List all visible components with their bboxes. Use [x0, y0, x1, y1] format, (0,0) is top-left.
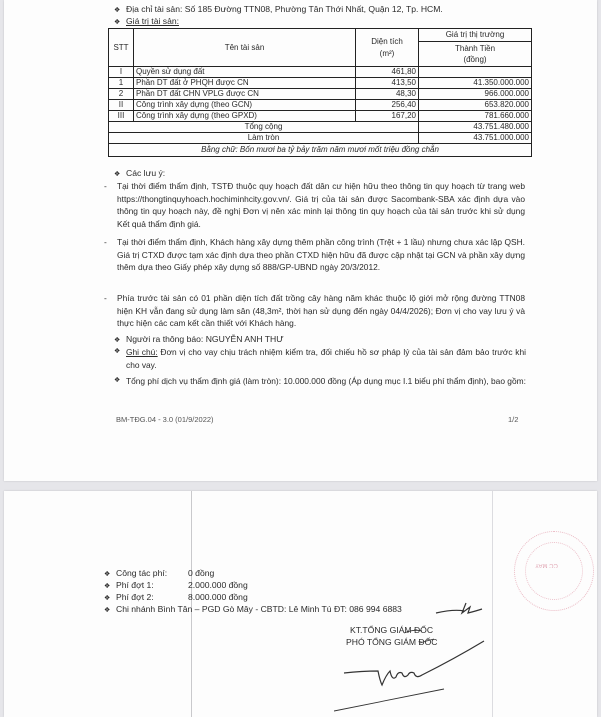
diamond-bullet-icon: ❖ — [104, 583, 111, 590]
fee-label: Phí đợt 2: — [116, 592, 154, 602]
header-area — [356, 29, 419, 67]
fee-value: 2.000.000 đồng — [188, 580, 248, 590]
row-amount: 781.660.000 — [419, 111, 532, 122]
fee-value: 8.000.000 đồng — [188, 592, 248, 602]
diamond-bullet-icon: ❖ — [104, 607, 111, 614]
total-row — [109, 122, 532, 133]
total-label: Tổng cộng — [109, 122, 419, 133]
row-name: Phần DT đất ở PHQH được CN — [134, 78, 356, 89]
table-row — [109, 89, 532, 100]
address-line — [114, 4, 443, 16]
diamond-bullet-icon: ❖ — [114, 348, 121, 355]
notes-heading — [114, 168, 165, 180]
remark-text: Đơn vị cho vay chịu trách nhiệm kiểm tra, đối chiếu hồ sơ pháp lý của tài sản đảm bảo trước khi cho vay. — [126, 347, 526, 370]
header-area-label: Diện tích — [371, 36, 403, 46]
diamond-bullet-icon: ❖ — [114, 337, 121, 344]
diamond-bullet-icon: ❖ — [114, 377, 121, 384]
note-item — [104, 236, 525, 274]
header-amount-label: Thành Tiền — [454, 44, 496, 53]
header-name: Tên tài sản — [134, 29, 356, 67]
diamond-bullet-icon: ❖ — [114, 7, 121, 14]
header-market: Giá trị thị trường — [419, 29, 532, 42]
branch-line — [104, 604, 402, 616]
row-amount — [419, 67, 532, 78]
header-stt: STT — [109, 29, 134, 67]
value-label: Giá trị tài sản: — [126, 16, 180, 26]
fee-label: Công tác phí: — [116, 568, 168, 578]
issuer-line — [114, 334, 284, 346]
row-amount: 41.350.000.000 — [419, 78, 532, 89]
row-stt: I — [109, 67, 134, 78]
signature-icon — [334, 619, 534, 715]
notes-label: Các lưu ý: — [126, 168, 166, 178]
rounded-label: Làm tròn — [109, 133, 419, 144]
fee-text: Tổng phí dịch vụ thẩm định giá (làm tròn): 10.000.000 đồng (Áp dụng mục I.1 biểu phí thẩm định), bao gồm: — [126, 376, 526, 386]
note-text: Tại thời điểm thẩm định, Khách hàng xây dựng thêm phần công trình (Trệt + 1 lầu) nhưng chưa xác lập QSH. Giá trị CTXD được tạm xác định dựa theo phần CTXD hiện hữu đã được cập nhật tại GCN và phần xây dựng thêm dựa theo Giấy phép xây dựng số 888/GP-UBND ngày 20/3/2012. — [117, 237, 525, 273]
dash-bullet-icon: - — [104, 293, 107, 303]
company-stamp — [514, 531, 594, 611]
in-words-row — [109, 144, 532, 157]
note-text: Phía trước tài sản có 01 phần diện tích đất trồng cây hàng năm khác thuộc lộ giới mở rộng đường TTN08 hiện KH vẫn đang sử dụng làm sân (48,3m², thời hạn sử dụng đến ngày 04/4/2026); Đơn vị cho vay lưu ý và thực hiện các cam kết cần thiết với Khách hàng. — [117, 293, 525, 329]
note-text: Tại thời điểm thẩm định, TSTĐ thuộc quy hoạch đất dân cư hiện hữu theo thông tin quy hoạch từ trang web https://thongtinquyhoach.hochiminhcity.gov.vn/. Giá trị của tài sản được Sacombank-SBA xác định dựa vào thông tin quy hoạch này, đề nghị Đơn vị nên xác minh lại thông tin quy hoạch của tài sản trước khi sử dụng Kết quả thẩm định giá. — [117, 181, 525, 229]
note-item — [104, 292, 525, 330]
address-label: Địa chỉ tài sản: — [126, 4, 183, 14]
row-stt: II — [109, 100, 134, 111]
row-area: 167,20 — [356, 111, 419, 122]
initial-signature-icon — [434, 599, 484, 619]
table-row — [109, 100, 532, 111]
issuer-name: NGUYỄN ANH THƯ — [205, 334, 284, 344]
branch-contact: Chi nhánh Bình Tân – PGD Gò Mây - CBTD: Lê Minh Tú ĐT: 086 994 6883 — [116, 604, 402, 614]
row-stt: 1 — [109, 78, 134, 89]
fee-label: Phí đợt 1: — [116, 580, 154, 590]
table-row — [109, 78, 532, 89]
document-page-2 — [4, 491, 597, 717]
fee-item — [104, 592, 248, 604]
row-area: 48,30 — [356, 89, 419, 100]
row-area: 413,50 — [356, 78, 419, 89]
fee-line — [114, 375, 526, 388]
row-name: Công trình xây dựng (theo GCN) — [134, 100, 356, 111]
rounded-row — [109, 133, 532, 144]
header-amount-unit: (đồng) — [463, 55, 487, 64]
form-code: BM-TĐG.04 - 3.0 (01/9/2022) — [116, 415, 214, 424]
fee-item — [104, 580, 248, 592]
row-stt: 2 — [109, 89, 134, 100]
row-area: 256,40 — [356, 100, 419, 111]
page-number: 1/2 — [508, 415, 519, 424]
diamond-bullet-icon: ❖ — [114, 171, 121, 178]
row-name: Phần DT đất CHN VPLG được CN — [134, 89, 356, 100]
table-row — [109, 111, 532, 122]
diamond-bullet-icon: ❖ — [114, 19, 121, 26]
header-amount — [419, 42, 532, 67]
value-heading — [114, 16, 179, 28]
dash-bullet-icon: - — [104, 237, 107, 247]
sign-title-1: KT.TỔNG GIÁM ĐỐC — [350, 625, 434, 635]
diamond-bullet-icon: ❖ — [104, 595, 111, 602]
row-name: Công trình xây dựng (theo GPXD) — [134, 111, 356, 122]
sign-title-2: PHÓ TỔNG GIÁM ĐỐC — [346, 637, 438, 647]
header-area-unit: (m²) — [379, 48, 395, 58]
row-amount: 653.820.000 — [419, 100, 532, 111]
diamond-bullet-icon: ❖ — [104, 571, 111, 578]
remark-line — [114, 346, 526, 371]
dash-bullet-icon: - — [104, 181, 107, 191]
stamp-text: CC MAY — [535, 562, 558, 568]
row-name: Quyền sử dụng đất — [134, 67, 356, 78]
row-amount: 966.000.000 — [419, 89, 532, 100]
row-stt: III — [109, 111, 134, 122]
row-area: 461,80 — [356, 67, 419, 78]
note-item — [104, 180, 525, 230]
stamp-inner-ring — [525, 542, 583, 600]
asset-value-table — [108, 28, 532, 157]
total-value: 43.751.480.000 — [419, 122, 532, 133]
table-row — [109, 67, 532, 78]
remark-label: Ghi chú: — [126, 347, 158, 357]
issuer-label: Người ra thông báo: — [126, 334, 204, 344]
address-value: Số 185 Đường TTN08, Phường Tân Thới Nhất, Quận 12, Tp. HCM. — [184, 4, 443, 14]
document-page-1 — [4, 0, 597, 481]
amount-in-words: Bằng chữ: Bốn mươi ba tỷ bảy trăm năm mươi mốt triệu đồng chẵn — [109, 144, 532, 157]
rounded-value: 43.751.000.000 — [419, 133, 532, 144]
fee-item — [104, 568, 214, 580]
fee-value: 0 đồng — [188, 568, 215, 578]
